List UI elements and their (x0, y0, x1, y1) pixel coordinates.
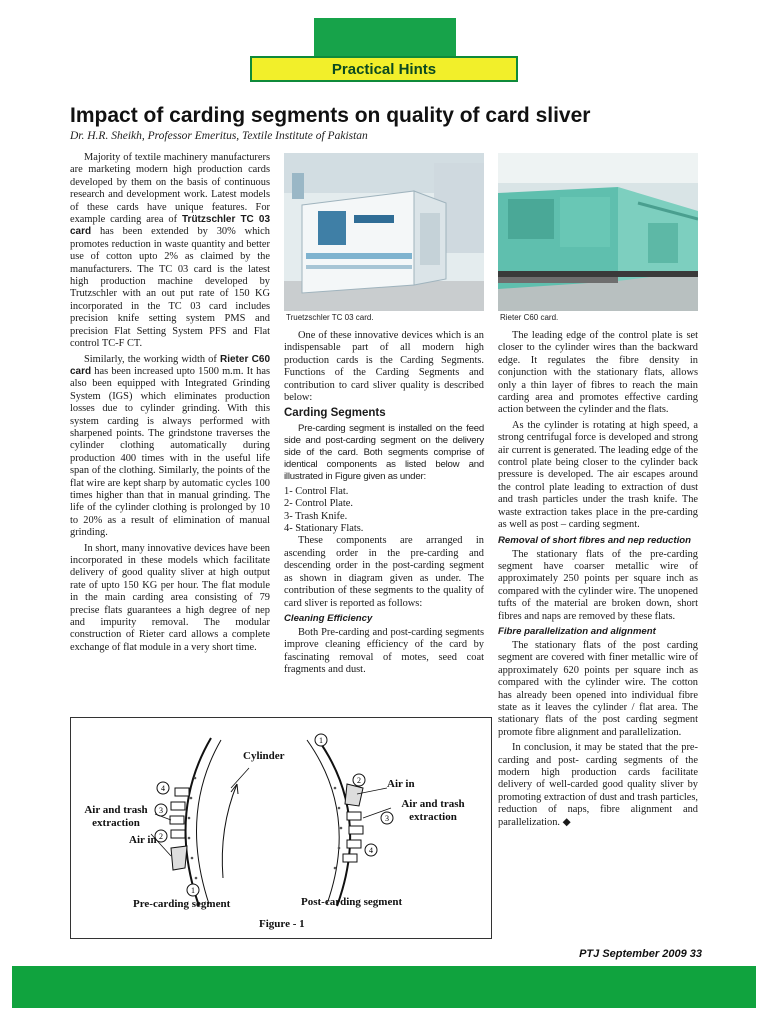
trutzschler-caption: Truetzschler TC 03 card. (286, 313, 374, 322)
heading-fibre-parallelization: Fibre parallelization and alignment (498, 625, 656, 637)
marker-num-3: 3 (159, 806, 163, 815)
page-footer: PTJ September 2009 33 (579, 948, 702, 960)
label-pre-carding: Pre-carding segment (133, 898, 231, 910)
figure-1 (70, 717, 492, 939)
section-label-box (250, 56, 518, 82)
article-byline: Dr. H.R. Sheikh, Professor Emeritus, Textile Institute of Pakistan (70, 130, 368, 142)
heading-short-fibres: Removal of short fibres and nep reduction (498, 534, 691, 546)
list-item: 4- Stationary Flats. (284, 523, 364, 535)
heading-carding-segments: Carding Segments (284, 407, 386, 420)
col1-paragraph-3: In short, many innovative devices have been incorporated in these models which facilitate delivery of good quality sliver at high output rate of upto 150 KG per hour. The flat module in the main carding area consisting of 79 precise flats guarantees a high degree of nep and impurity removal. The modular construction of Rieter card allows a complete exchange of flat module in a very short time. (70, 542, 270, 653)
column-3 (498, 330, 698, 832)
column-2 (284, 330, 484, 680)
col3-paragraph-5: In conclusion, it may be stated that the pre-carding and post- carding segments of the modern high production cards facilitate delivery of well-carded good quality sliver by promoting extraction of dust and trash particles, reduction of naps, fibre alignment and parallelization. ◆ (498, 742, 698, 828)
label-air-in-right: Air in (387, 778, 415, 790)
figure-caption: Figure - 1 (259, 918, 305, 930)
col3-paragraph-1: The leading edge of the control plate is set closer to the cylinder wires than the backward edge. It regulates the fibre density in conjunction with the stationary flats, allows only a thin layer of fibres to reach the main carding area and promotes effective carding action between the cylinder and the flats. (498, 330, 698, 416)
label-air-trash-left: Air and trash extraction (84, 804, 148, 829)
trutzschler-photo (284, 153, 484, 311)
trutzschler-card-illustration (284, 153, 484, 311)
col3-paragraph-4: The stationary flats of the post carding segment are covered with finer metallic wire of approximately 620 points per square inch as compared with the cylinder wire. The cotton has already been opened into individual fibre state as it leaves the cylinder / flat area. The stationary flats of the post carding segment promote fibre alignment and parallelization. (498, 639, 698, 738)
footer-green-bar (12, 966, 756, 1008)
label-air-in-left: Air in (129, 834, 157, 846)
label-cylinder: Cylinder (243, 750, 285, 762)
article-title: Impact of carding segments on quality of card sliver (70, 104, 591, 127)
col2-paragraph-4: Both Pre-carding and post-carding segments improve cleaning efficiency of the card by fascinating removal of motes, seed coat fragments and dust. (284, 626, 484, 676)
section-label: Practical Hints (331, 61, 437, 78)
marker-num-4-right: 4 (369, 846, 373, 855)
col1-paragraph-1: Majority of textile machinery manufacturers are marketing modern high production cards developed by them on the basis of continuous research and development work. Latest models of these cards have unique features. For example carding area of Trützschler TC 03 card has been extended by 30% which promotes reduction in waste quantity and better use of cotton upto 2% as claimed by the manufacturers. The TC 03 card is the latest high production machine developed by Trutzschler with an out put rate of 150 KG incorporated in the TC 03 card includes precision knife setting system PMS and precision Flat Setting System PFS and Flat control TC-F CT. (70, 152, 271, 350)
rieter-photo (498, 153, 698, 311)
header-green-tab (314, 18, 456, 56)
column-1 (70, 152, 270, 657)
col1-paragraph-2: Similarly, the working width of Rieter C60 card has been increased upto 1500 m.m. It has also been equipped with Integrated Grinding System (IGS) which eliminates production losses due to cylinder grinding. With this system carding is always performed with sharpened points. The grindstone traverses the cylinder clothing automatically during production 400 times with in the useful life span of the clothing. Similarly, the points of the flat wire are kept sharp by automatic cycles 100 times higher than that in manual grinding. The life of the cylinder clothing is prolonged by 10 to 20% as a result of elimination of manual grinding. (70, 353, 270, 539)
col2-paragraph-1: One of these innovative devices which is an indispensable part of all modern high production cards is the Carding Segments. Functions of the Carding Segments and contribution to card sliver quality is described below: (284, 330, 484, 404)
marker-num-2: 2 (159, 832, 163, 841)
rieter-card-illustration (498, 153, 698, 311)
list-item: 1- Control Flat. (284, 485, 349, 497)
rieter-caption: Rieter C60 card. (500, 313, 559, 322)
col2-paragraph-2: Pre-carding segment is installed on the feed side and post-carding segment on the delivery side of the card. Both segments comprise of identical components as listed below and illustrated in Figure given as under: (284, 422, 484, 482)
component-list (284, 486, 484, 536)
marker-num-1-right: 1 (319, 736, 323, 745)
marker-num-4: 4 (161, 784, 165, 793)
marker-num-2-right: 2 (357, 776, 361, 785)
marker-num-1: 1 (191, 886, 195, 895)
label-air-trash-right: Air and trash extraction (401, 798, 465, 823)
heading-cleaning-efficiency: Cleaning Efficiency (284, 612, 373, 624)
marker-num-3-right: 3 (385, 814, 389, 823)
list-item: 3- Trash Knife. (284, 510, 348, 522)
col2-paragraph-3: These components are arranged in ascending order in the pre-carding and descending order in the post-carding segment as shown in diagram given as under. The contribution of these segments to the quality of card sliver is reported as follows: (284, 535, 484, 609)
list-item: 2- Control Plate. (284, 498, 353, 510)
col3-paragraph-2: As the cylinder is rotating at high speed, a strong centrifugal force is developed and strong air current is generated. The leading edge of the control plate being closer to the cylinder back pressure is developed. The air escapes around the control plate leading to extraction of dust and trash particles under the trash knife. The waste extraction takes place in the pre-carding as well as post – carding segment. (498, 419, 698, 531)
col3-paragraph-3: The stationary flats of the pre-carding segment have coarser metallic wire of approximately 250 points per square inch as compared with the cylinder wire. The unopened tufts of the material are broken down, short fibres and naps are removed by these flats. (498, 548, 698, 622)
label-post-carding: Post-carding segment (301, 896, 403, 908)
